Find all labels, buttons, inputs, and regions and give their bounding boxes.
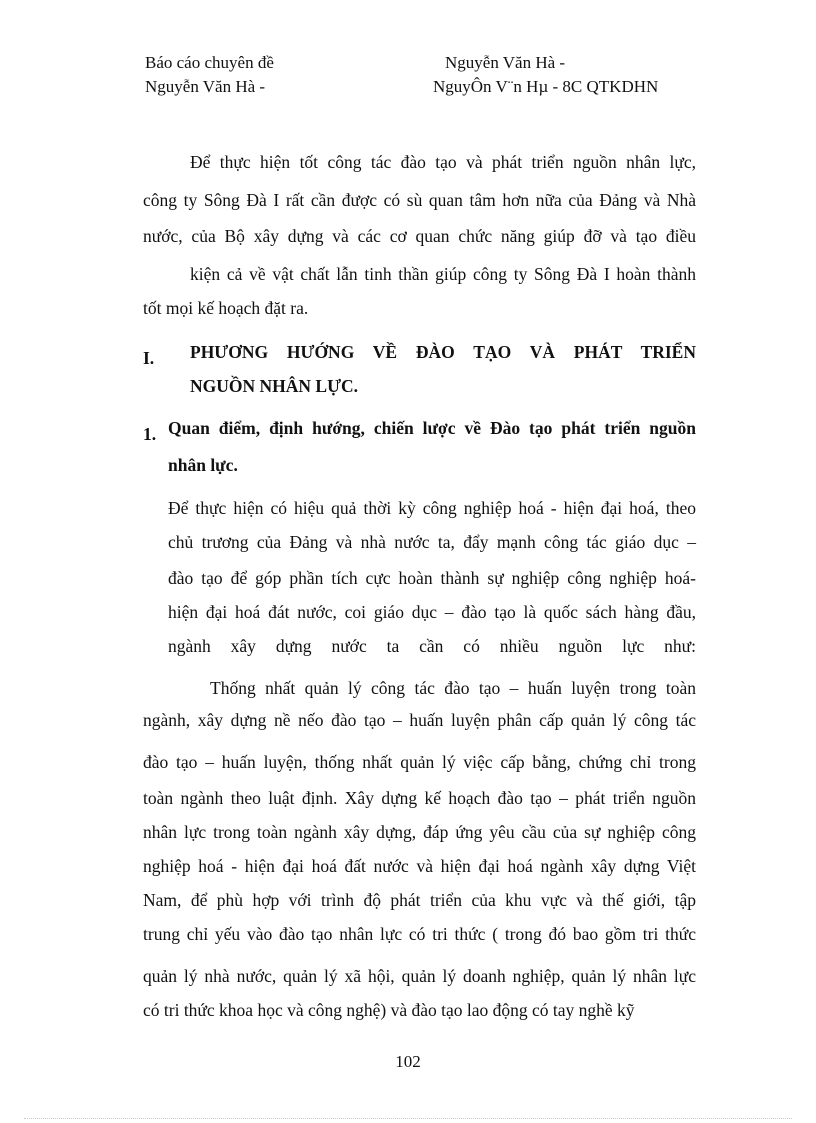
para1-line: ngành xây dựng nước ta cần có nhiều nguồn lực như: bbox=[168, 636, 696, 656]
para2-line: nhân lực trong toàn ngành xây dựng, đáp ứng yêu cầu của sự nghiệp công bbox=[143, 822, 696, 842]
header-left-line1: Báo cáo chuyên đề bbox=[145, 53, 274, 72]
para1-line: đào tạo để góp phần tích cực hoàn thành sự nghiệp công nghiệp hoá- bbox=[168, 568, 696, 588]
para2-line: trung chỉ yếu vào đào tạo nhân lực có tri thức ( trong đó bao gồm tri thức bbox=[143, 924, 696, 944]
header-left-line2: Nguyễn Văn Hà - bbox=[145, 77, 266, 96]
section-title-line2: NGUỒN NHÂN LỰC. bbox=[190, 376, 359, 396]
subsection-title-line2: nhân lực. bbox=[168, 455, 238, 475]
para1-line: hiện đại hoá đát nước, coi giáo dục – đào tạo là quốc sách hàng đầu, bbox=[168, 602, 696, 622]
para2-line: ngành, xây dựng nề nếo đào tạo – huấn luyện phân cấp quản lý công tác bbox=[143, 710, 696, 730]
para2-line: đào tạo – huấn luyện, thống nhất quản lý việc cấp bằng, chứng chỉ trong bbox=[143, 752, 696, 772]
header-right-line2: NguyÔn V¨n Hµ - 8C QTKDHN bbox=[433, 77, 659, 96]
para1-line: chủ trương của Đảng và nhà nước ta, đẩy mạnh công tác giáo dục – bbox=[168, 532, 696, 552]
intro-line: tốt mọi kế hoạch đặt ra. bbox=[143, 298, 309, 318]
para2-line: Thống nhất quản lý công tác đào tạo – huấn luyện trong toàn bbox=[210, 678, 696, 698]
header-right-line1: Nguyễn Văn Hà - bbox=[445, 53, 566, 72]
para2-line: quản lý nhà nước, quản lý xã hội, quản lý doanh nghiệp, quản lý nhân lực bbox=[143, 966, 696, 986]
section-number: I. bbox=[143, 348, 155, 368]
intro-line: Để thực hiện tốt công tác đào tạo và phát triển nguồn nhân lực, bbox=[190, 152, 696, 172]
para2-line: có tri thức khoa học và công nghệ) và đào tạo lao động có tay nghề kỹ bbox=[143, 1000, 635, 1020]
intro-line: công ty Sông Đà I rất cần được có sù quan tâm hơn nữa của Đảng và Nhà bbox=[143, 190, 696, 210]
intro-line: nước, của Bộ xây dựng và các cơ quan chức năng giúp đỡ và tạo điều bbox=[143, 226, 696, 246]
para2-line: toàn ngành theo luật định. Xây dựng kế hoạch đào tạo – phát triển nguồn bbox=[143, 788, 696, 808]
para2-line: nghiệp hoá - hiện đại hoá đất nước và hiện đại hoá ngành xây dựng Việt bbox=[143, 856, 696, 876]
para1-line: Để thực hiện có hiệu quả thời kỳ công nghiệp hoá - hiện đại hoá, theo bbox=[168, 498, 696, 518]
intro-line: kiện cả về vật chất lẫn tinh thần giúp công ty Sông Đà I hoàn thành bbox=[190, 264, 696, 284]
subsection-title-line1: Quan điểm, định hướng, chiến lược về Đào tạo phát triển nguồn bbox=[168, 418, 696, 438]
para2-line: Nam, để phù hợp với trình độ phát triển của khu vực và thế giới, tập bbox=[143, 890, 696, 910]
section-title-line1: PHƯƠNG HƯỚNG VỀ ĐÀO TẠO VÀ PHÁT TRIỂN bbox=[190, 342, 696, 362]
subsection-number: 1. bbox=[143, 424, 157, 444]
page-number: 102 bbox=[395, 1052, 421, 1071]
footer-divider bbox=[24, 1118, 792, 1119]
